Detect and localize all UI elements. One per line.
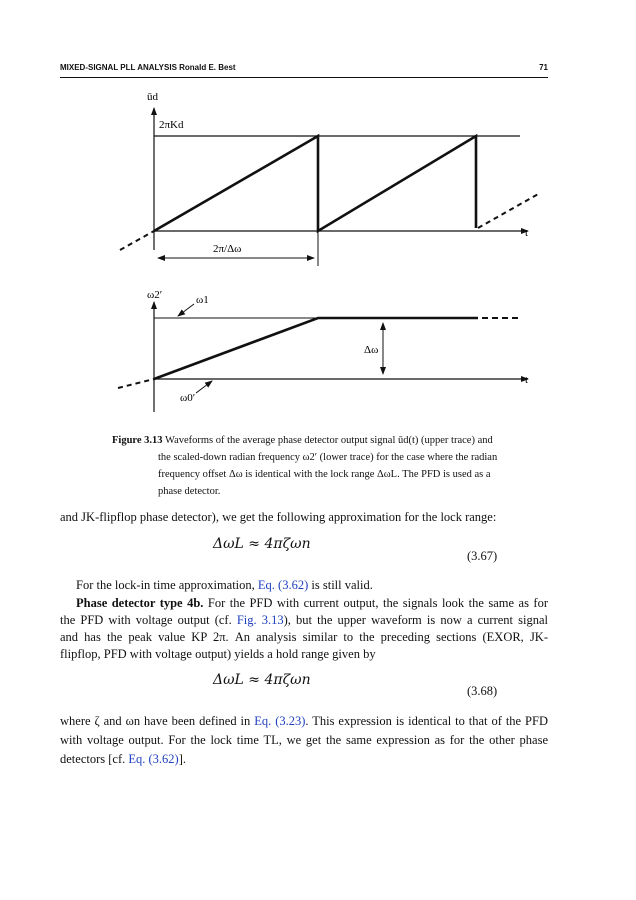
p3-line-2-a: the PFD with voltage output (cf. xyxy=(60,613,237,627)
sawtooth-waveform xyxy=(154,136,476,231)
upper-trace xyxy=(120,108,540,266)
sawtooth-extension-right xyxy=(478,193,540,228)
peak-label: 2πKd xyxy=(159,119,184,131)
equation-number-3-67: (3.67) xyxy=(467,549,498,563)
page-number: 71 xyxy=(539,63,548,72)
p4-line-2: with voltage output. For the lock time TL, we get the same expression as for the other phase xyxy=(60,733,548,747)
p4-line-1-a: where ζ and ωn have been defined in xyxy=(60,714,255,728)
omega1-pointer xyxy=(178,304,194,316)
frequency-ramp xyxy=(154,318,478,379)
eq-3-62-link-2[interactable]: Eq. (3.62) xyxy=(128,752,179,766)
upper-y-label: ūd xyxy=(147,91,158,103)
frequency-extension-left xyxy=(118,379,154,388)
omega1-label: ω1 xyxy=(196,294,209,306)
equation-number-3-68: (3.68) xyxy=(467,684,498,698)
delta-omega-label: Δω xyxy=(364,344,379,356)
upper-t-label: t xyxy=(525,227,529,239)
sawtooth-extension-left xyxy=(120,231,154,250)
p4-line-3-a: detectors [cf. xyxy=(60,752,129,766)
paragraph-lock-time xyxy=(60,712,548,769)
equation-3-68: ΔωL ≈ 4πζωn xyxy=(213,672,311,688)
caption-line-1: Waveforms of the average phase detector output signal ūd(t) (upper trace) and xyxy=(162,435,493,446)
figure-3-13 xyxy=(0,80,636,420)
paragraph-lock-range-intro: and JK-flipflop phase detector), we get the following approximation for the lock range: xyxy=(60,510,497,524)
omega0-label: ω0′ xyxy=(180,392,196,404)
header-rule xyxy=(60,77,548,78)
p3-line-2-b: ), but the upper waveform is now a current signal xyxy=(283,613,548,627)
p4-line-1-b: . This expression is identical to that of the PFD xyxy=(305,714,548,728)
p4-line-3-b: ]. xyxy=(178,752,187,766)
p3-line-1: For the PFD with current output, the signals look the same as for xyxy=(203,596,549,610)
p3-line-4: flipflop, PFD with voltage output) yields a hold range given by xyxy=(60,647,376,661)
caption-label: Figure 3.13 xyxy=(112,435,163,446)
omega0-pointer xyxy=(196,381,212,393)
fig-3-13-link[interactable]: Fig. 3.13 xyxy=(236,613,284,627)
p2-text-a: For the lock-in time approximation, xyxy=(76,578,258,592)
caption-line-2: the scaled-down radian frequency ω2′ (lower trace) for the case where the radian xyxy=(158,452,498,463)
p2-text-b: is still valid. xyxy=(308,578,373,592)
paragraph-phase-detector-4b xyxy=(60,595,548,663)
eq-3-23-link[interactable]: Eq. (3.23) xyxy=(254,714,306,728)
lower-y-label: ω2′ xyxy=(147,289,163,301)
eq-3-62-link[interactable]: Eq. (3.62) xyxy=(257,578,309,592)
p3-line-3: and has the peak value KP 2π. An analysis similar to the preceding sections (EXOR, JK- xyxy=(60,630,548,644)
equation-3-67: ΔωL ≈ 4πζωn xyxy=(213,536,311,552)
p3-heading: Phase detector type 4b. xyxy=(76,596,204,610)
caption-line-3: frequency offset Δω is identical with the lock range ΔωL. The PFD is used as a xyxy=(158,469,491,480)
running-header xyxy=(60,63,548,77)
figure-caption xyxy=(112,432,550,500)
caption-line-4: phase detector. xyxy=(158,486,221,497)
paragraph-lock-in-time xyxy=(76,577,548,594)
running-header-title: MIXED-SIGNAL PLL ANALYSIS Ronald E. Best xyxy=(60,63,236,72)
period-label: 2π/Δω xyxy=(213,243,242,255)
lower-t-label: t xyxy=(525,374,529,386)
